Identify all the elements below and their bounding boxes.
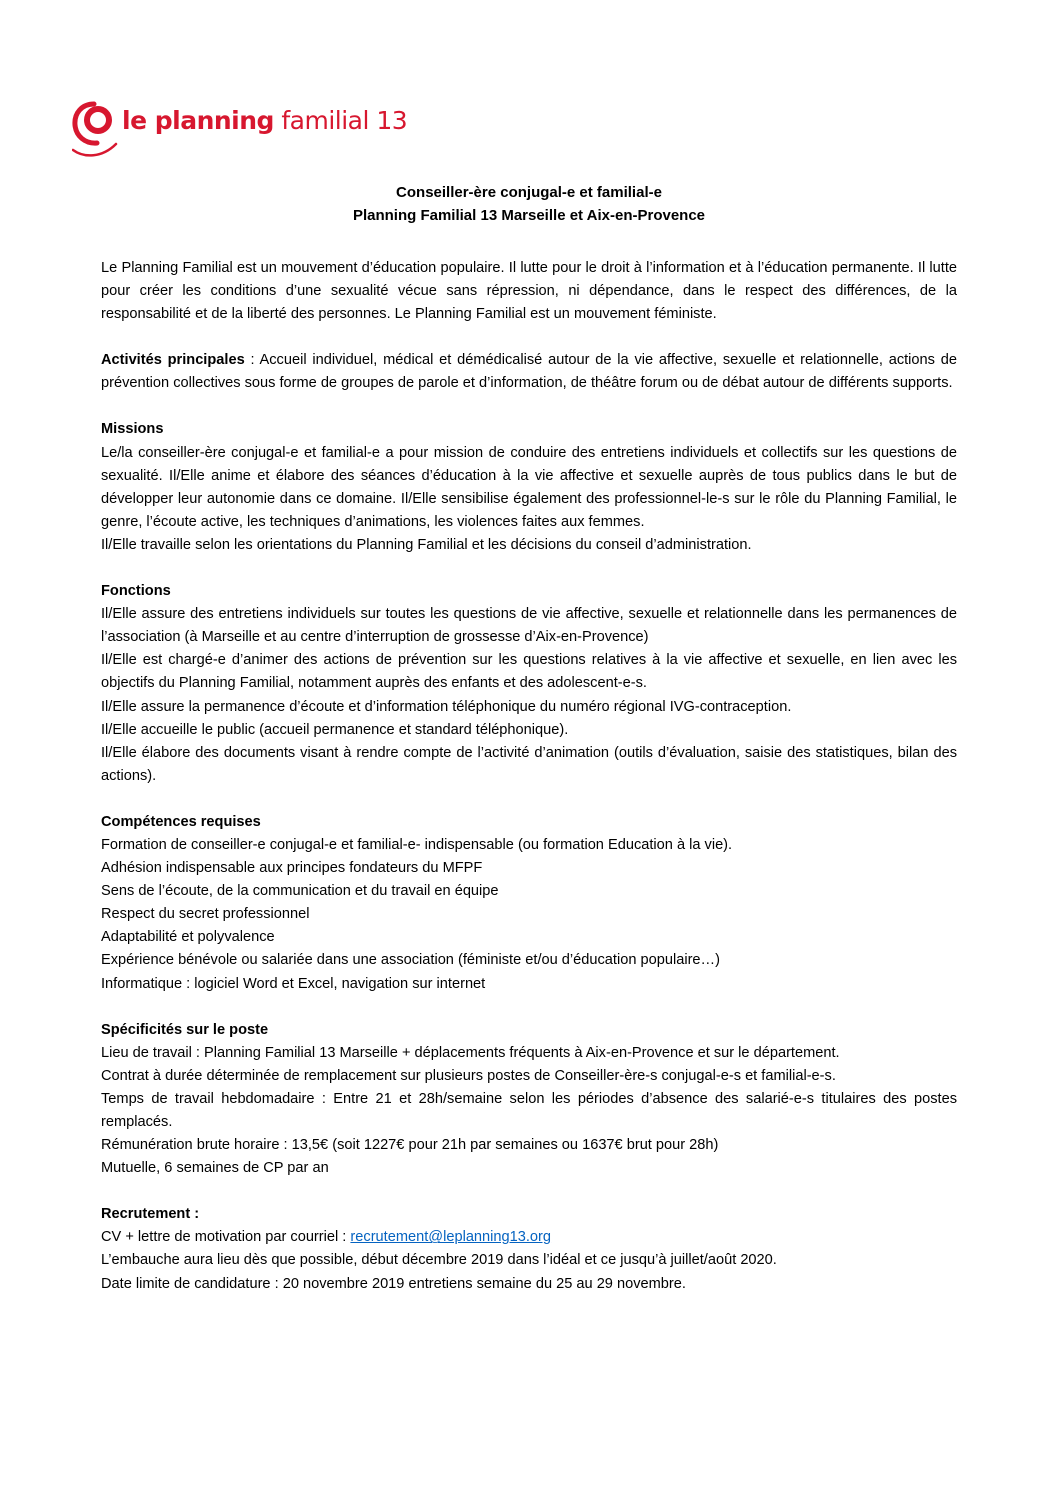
activites-label: Activités principales: [101, 352, 245, 369]
logo-wordmark: [122, 106, 407, 135]
recrutement-deadline-line: Date limite de candidature : 20 novembre 2019 entretiens semaine du 25 au 29 novembre.: [101, 1275, 686, 1292]
specificites-item: Rémunération brute horaire : 13,5€ (soit 1227€ pour 21h par semaines ou 1637€ brut pour 28h): [101, 1137, 719, 1154]
specificites-heading: Spécificités sur le poste: [101, 1021, 269, 1038]
title-line-1: Conseiller-ère conjugal-e et familial-e: [396, 184, 662, 201]
competences-item: Formation de conseiller-e conjugal-e et familial-e- indispensable (ou formation Education à la vie).: [101, 836, 733, 853]
specificites-item: Temps de travail hebdomadaire : Entre 21 et 28h/semaine selon les périodes d’absence des salarié-e-s titulaires des postes remplacés.: [101, 1090, 957, 1130]
competences-item: Adhésion indispensable aux principes fondateurs du MFPF: [101, 860, 483, 877]
competences-item: Adaptabilité et polyvalence: [101, 929, 275, 946]
competences-item: Sens de l’écoute, de la communication et du travail en équipe: [101, 883, 499, 900]
recrutement-start-line: L’embauche aura lieu dès que possible, début décembre 2019 dans l’idéal et ce jusqu’à juillet/août 2020.: [101, 1252, 777, 1269]
recrutement-cv-line: [101, 1226, 957, 1249]
specificites-item: Mutuelle, 6 semaines de CP par an: [101, 1160, 329, 1177]
fonctions-item: Il/Elle élabore des documents visant à rendre compte de l’activité d’animation (outils d’évaluation, saisie des statistiques, bilan des actions).: [101, 744, 957, 784]
competences-item: Expérience bénévole ou salariée dans une association (féministe et/ou d’éducation populaire…): [101, 952, 721, 969]
fonctions-item: Il/Elle accueille le public (accueil permanence et standard téléphonique).: [101, 721, 569, 738]
fonctions-item: Il/Elle est chargé-e d’animer des actions de prévention sur les questions relatives à la vie affective et sexuelle, en lien avec les objectifs du Planning Familial, notamment auprès des enfants et des adolescent-e-s.: [101, 652, 957, 692]
specificites-item: Lieu de travail : Planning Familial 13 Marseille + déplacements fréquents à Aix-en-Provence et sur le département.: [101, 1044, 840, 1061]
activites-text: : Accueil individuel, médical et démédicalisé autour de la vie affective, sexuelle et relationnelle, actions de prévention collectives sous forme de groupes de parole et d’information, de théâtre forum ou de débat autour de différents supports.: [101, 352, 957, 392]
document-body: [101, 257, 957, 1296]
fonctions-item: Il/Elle assure la permanence d’écoute et d’information téléphonique du numéro régional IVG-contraception.: [101, 698, 792, 715]
missions-paragraph-1: Le/la conseiller-ère conjugal-e et familial-e a pour mission de conduire des entretiens individuels et collectifs sur les questions de sexualité. Il/Elle anime et élabore des séances d’éducation à la vie affective et sexuelle auprès de tous publics dans le but de développer leur autonomie dans ce domaine. Il/Elle sensibilise également des professionnel-le-s sur le rôle du Planning Familial, le genre, l’écoute active, les techniques d’animations, les violences faites aux femmes.: [101, 444, 957, 530]
logo-rest-text: familial 13: [273, 106, 408, 135]
planning-familial-logo-icon: [72, 98, 120, 158]
missions-heading: Missions: [101, 421, 164, 438]
missions-paragraph-2: Il/Elle travaille selon les orientations du Planning Familial et les décisions du conseil d’administration.: [101, 536, 752, 553]
logo-bold-text: le planning: [122, 106, 274, 135]
logo: [72, 98, 432, 158]
competences-item: Respect du secret professionnel: [101, 906, 310, 923]
document-title: [101, 181, 957, 227]
title-line-2: Planning Familial 13 Marseille et Aix-en-Provence: [352, 207, 706, 224]
intro-paragraph: Le Planning Familial est un mouvement d’éducation populaire. Il lutte pour le droit à l’information et à l’éducation permanente. Il lutte pour créer les conditions d’une sexualité vécue sans répression, ni dépendance, dans le respect des différences, de la responsabilité et de la liberté des personnes. Le Planning Familial est un mouvement féministe.: [101, 260, 957, 323]
recrutement-cv-text: CV + lettre de motivation par courriel :: [101, 1229, 351, 1246]
competences-heading: Compétences requises: [101, 813, 261, 830]
recrutement-heading: Recrutement :: [101, 1206, 200, 1223]
activites-paragraph: [101, 349, 957, 395]
fonctions-item: Il/Elle assure des entretiens individuels sur toutes les questions de vie affective, sexuelle et relationnelle dans les permanences de l’association (à Marseille et au centre d’interruption de grossesse d’Aix-en-Provence): [101, 606, 957, 646]
recrutement-email-link[interactable]: recrutement@leplanning13.org: [350, 1229, 552, 1246]
fonctions-heading: Fonctions: [101, 583, 171, 600]
competences-item: Informatique : logiciel Word et Excel, navigation sur internet: [101, 975, 486, 992]
specificites-item: Contrat à durée déterminée de remplacement sur plusieurs postes de Conseiller-ère-s conjugal-e-s et familial-e-s.: [101, 1067, 836, 1084]
